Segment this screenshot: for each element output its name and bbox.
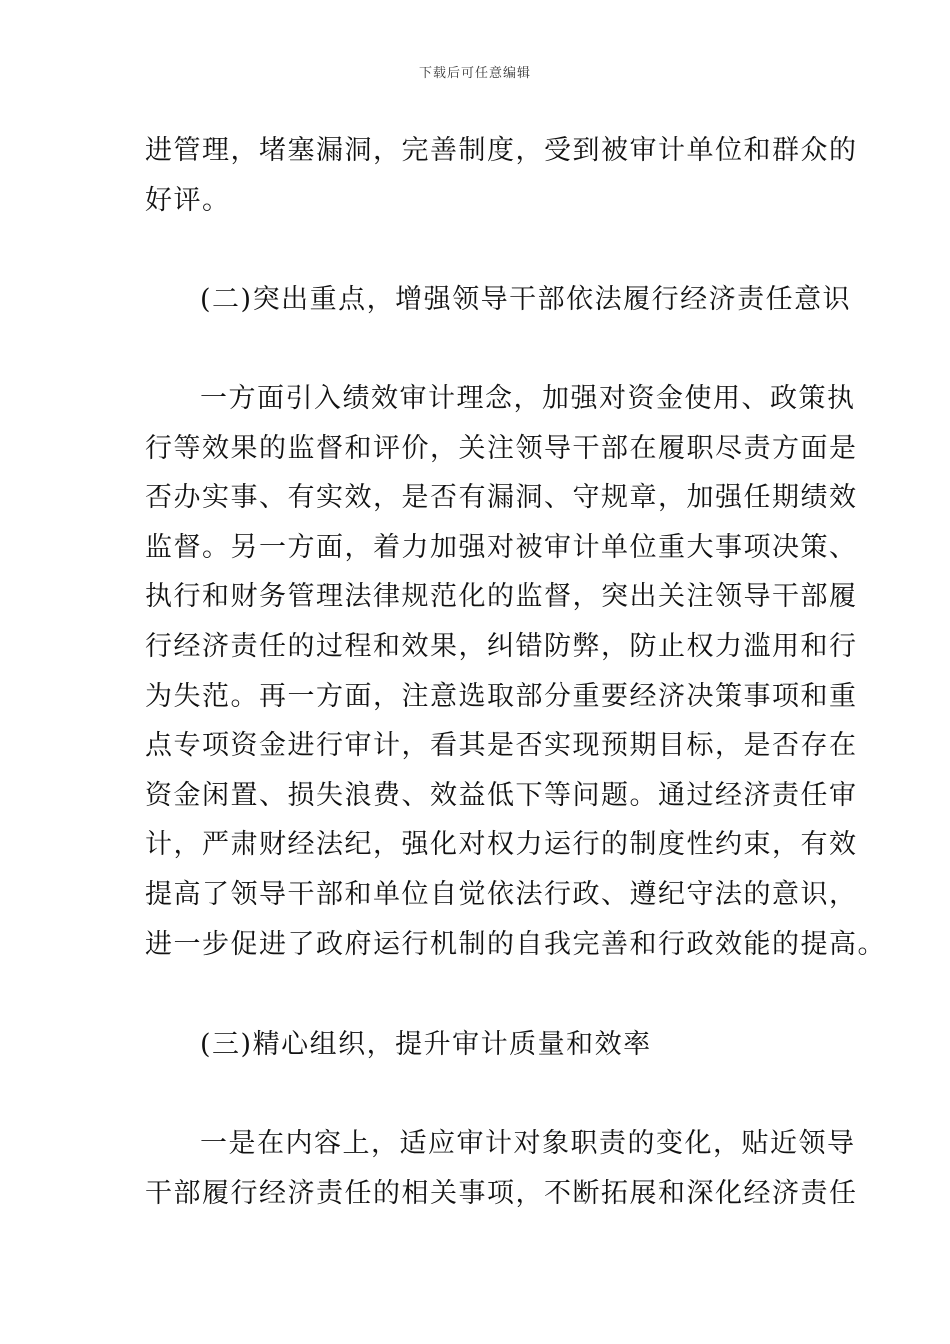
paragraph-line: 否办实事、有实效，是否有漏洞、守规章，加强任期绩效 [145,482,858,514]
paragraph-body [145,1119,858,1218]
paragraph-line: 点专项资金进行审计，看其是否实现预期目标，是否存在 [145,730,858,762]
section-heading-3 [145,1020,815,1070]
paragraph-line: 为失范。再一方面，注意选取部分重要经济决策事项和重 [145,680,858,712]
paragraph-line: 资金闲置、损失浪费、效益低下等问题。通过经济责任审 [145,779,858,811]
paragraph-line: 进管理，堵塞漏洞，完善制度，受到被审计单位和群众的 [145,135,858,166]
paragraph-line: 计，严肃财经法纪，强化对权力运行的制度性约束，有效 [145,829,858,861]
paragraph-line: 行经济责任的过程和效果，纠错防弊，防止权力滥用和行 [145,630,858,662]
paragraph-line: 行等效果的监督和评价，关注领导干部在履职尽责方面是 [145,432,858,464]
paragraph-line: 一是在内容上，适应审计对象职责的变化，贴近领导 [200,1128,856,1159]
paragraph-line: 好评。 [145,184,231,216]
section-heading-2 [145,275,852,325]
paragraph-line: 进一步促进了政府运行机制的自我完善和行政效能的提高。 [145,928,886,960]
paragraph-line: 监督。另一方面，着力加强对被审计单位重大事项决策、 [145,531,858,563]
paragraph-line: 执行和财务管理法律规范化的监督，突出关注领导干部履 [145,581,858,613]
heading-text: (三)精心组织，提升审计质量和效率 [200,1029,652,1060]
paragraph-line: 提高了领导干部和单位自觉依法行政、遵纪守法的意识， [145,878,858,910]
paragraph-line: 一方面引入绩效审计理念，加强对资金使用、政策执 [200,383,856,414]
page-header: 下载后可任意编辑 [418,66,531,81]
paragraph-line: 干部履行经济责任的相关事项，不断拓展和深化经济责任 [145,1177,858,1209]
paragraph-body [145,374,886,969]
heading-text: (二)突出重点，增强领导干部依法履行经济责任意识 [200,284,852,315]
paragraph-continuation [145,126,858,225]
